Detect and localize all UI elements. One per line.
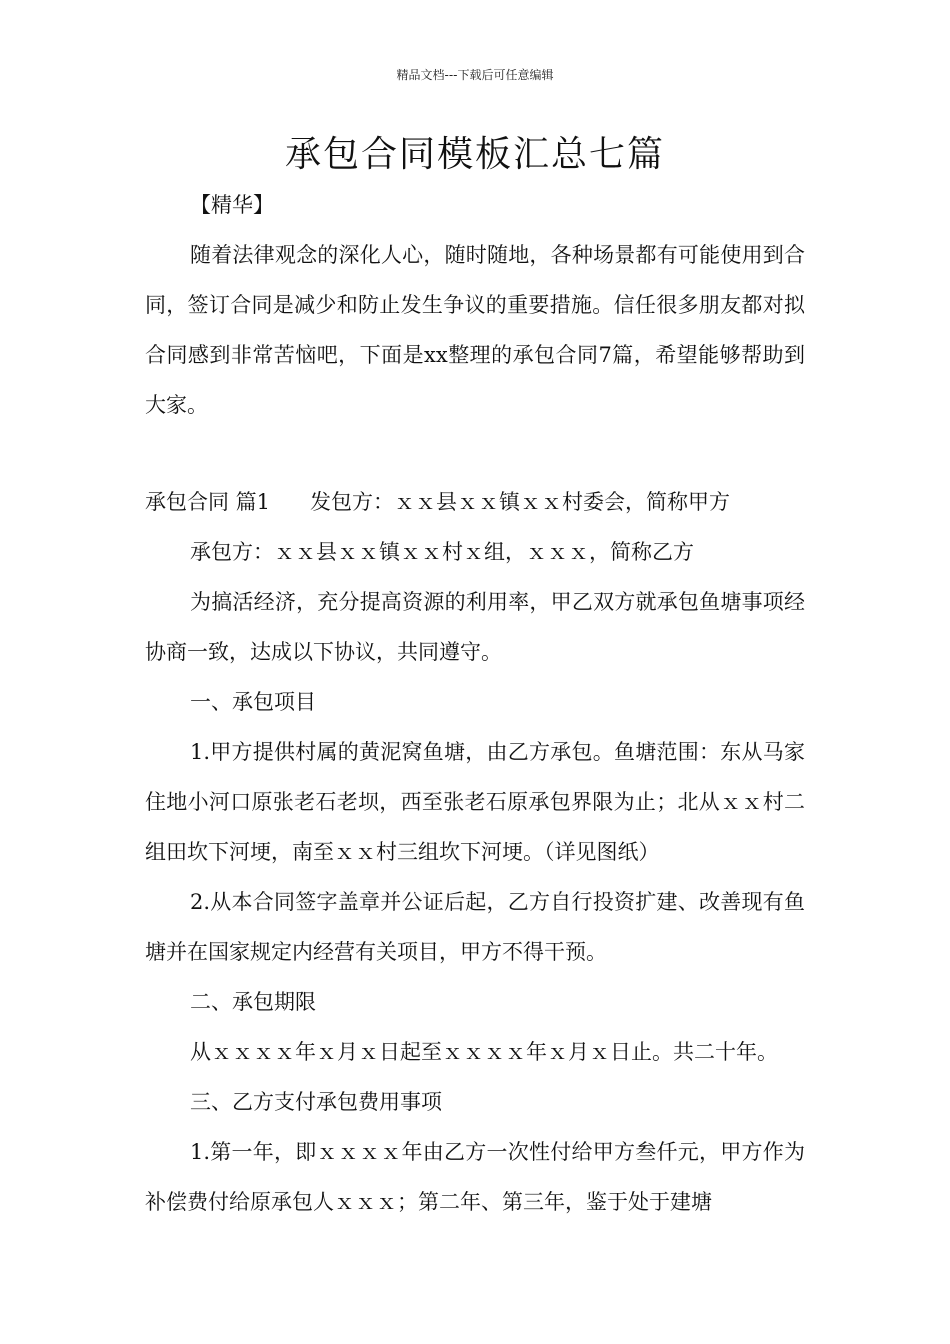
tag-label: 【精华】: [190, 193, 274, 217]
page-header-note: 精品文档---下载后可任意编辑: [396, 68, 554, 82]
clause-2-text: 从ｘｘｘｘ年ｘ月ｘ日起至ｘｘｘｘ年ｘ月ｘ日止。共二十年。: [190, 1040, 778, 1064]
intro-paragraph: 随着法律观念的深化人心，随时随地，各种场景都有可能使用到合同，签订合同是减少和防止发生争议的重要措施。信任很多朋友都对拟合同感到非常苦恼吧，下面是xx整理的承包合同7篇，希望能够帮助到大家。: [145, 243, 805, 417]
section-heading: 承包合同 篇1: [145, 490, 271, 514]
purpose-paragraph: 为搞活经济，充分提高资源的利用率，甲乙双方就承包鱼塘事项经协商一致，达成以下协议，共同遵守。: [145, 590, 805, 664]
clause-heading-2: 二、承包期限: [190, 990, 316, 1014]
clause-heading-3: 三、乙方支付承包费用事项: [190, 1090, 442, 1114]
section-heading-line: [145, 477, 805, 527]
clause-1-item-1: 1.甲方提供村属的黄泥窝鱼塘，由乙方承包。鱼塘范围：东从马家住地小河口原张老石老坝，西至张老石原承包界限为止；北从ｘｘ村二组田坎下河埂，南至ｘｘ村三组坎下河埂。（详见图纸）: [145, 740, 805, 864]
party-a-line: 发包方：ｘｘ县ｘｘ镇ｘｘ村委会，简称甲方: [310, 490, 731, 514]
document-title: 承包合同模板汇总七篇: [284, 134, 665, 175]
paragraph-gap: [145, 430, 805, 477]
clause-3-item-1: 1.第一年，即ｘｘｘｘ年由乙方一次性付给甲方叁仟元，甲方作为补偿费付给原承包人ｘｘｘ；第二年、第三年，鉴于处于建塘: [145, 1140, 805, 1214]
clause-heading-1: 一、承包项目: [190, 690, 316, 714]
party-b-line: 承包方：ｘｘ县ｘｘ镇ｘｘ村ｘ组，ｘｘｘ，简称乙方: [190, 540, 694, 564]
clause-1-item-2: 2.从本合同签字盖章并公证后起，乙方自行投资扩建、改善现有鱼塘并在国家规定内经营有关项目，甲方不得干预。: [145, 890, 805, 964]
document-body: [145, 180, 805, 1227]
